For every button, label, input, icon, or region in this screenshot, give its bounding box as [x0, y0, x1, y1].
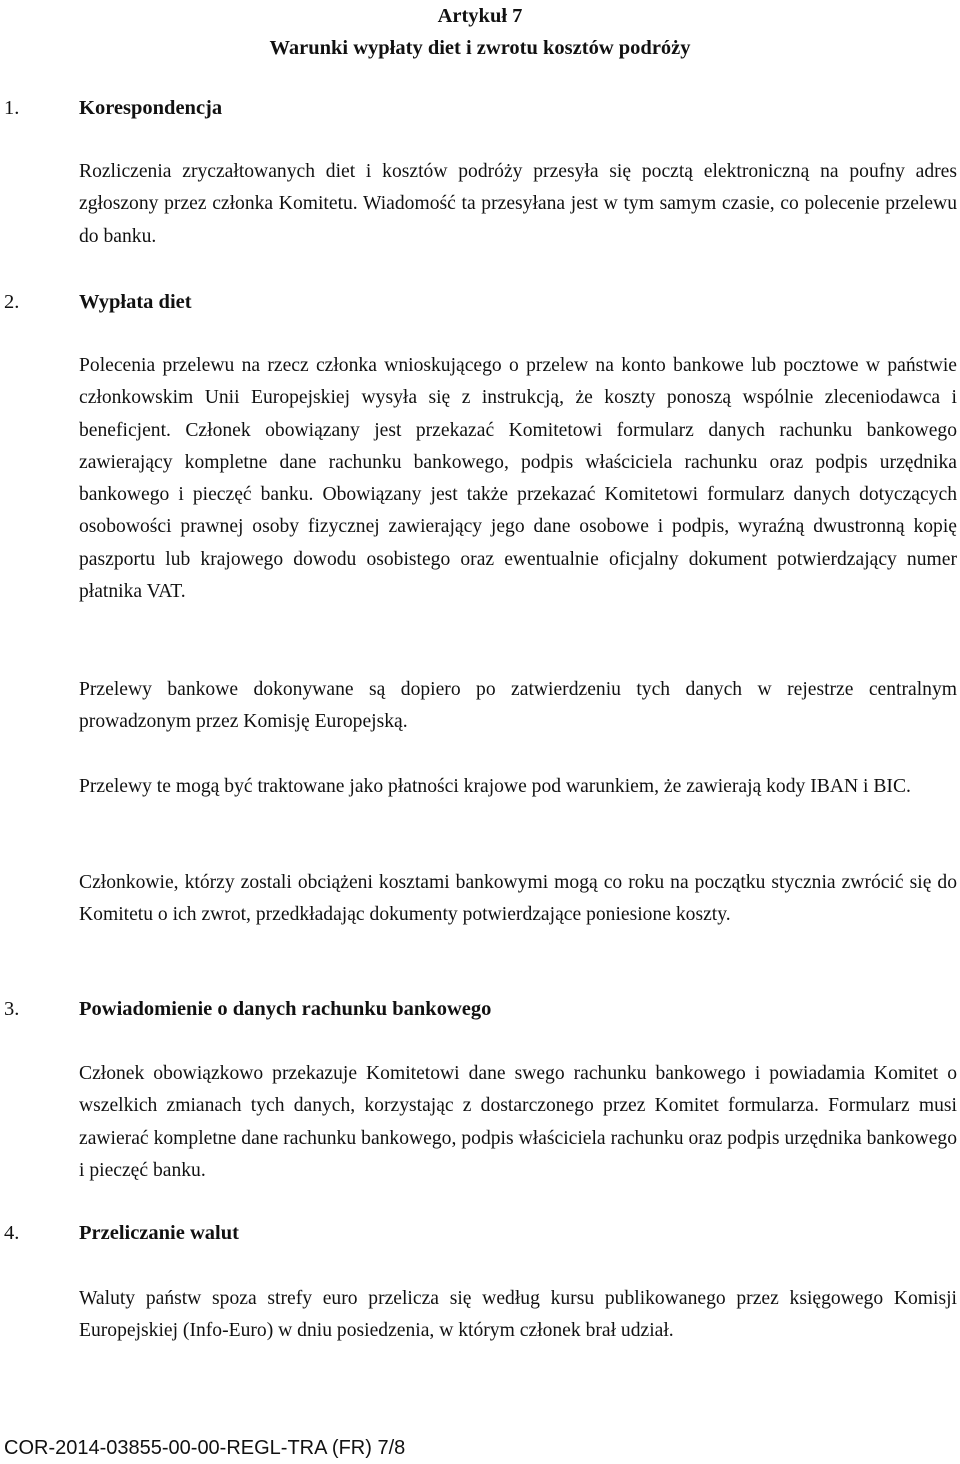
section-title: Powiadomienie o danych rachunku bankowego	[79, 998, 492, 1020]
paragraph: Przelewy te mogą być traktowane jako płatności krajowe pod warunkiem, że zawierają kody IBAN i BIC.	[79, 776, 911, 797]
section-number: 2.	[4, 291, 20, 313]
article-title: Warunki wypłaty diet i zwrotu kosztów podróży	[269, 37, 691, 59]
section-number: 4.	[4, 1222, 20, 1244]
section-title: Wypłata diet	[79, 291, 192, 313]
section-number: 1.	[4, 97, 20, 119]
paragraph: Przelewy bankowe dokonywane są dopiero po zatwierdzeniu tych danych w rejestrze centralnym prowadzonym przez Komisję Europejską.	[79, 679, 957, 733]
paragraph: Członek obowiązkowo przekazuje Komitetowi dane swego rachunku bankowego i powiadamia Komitet o wszelkich zmianach tych danych, korzystając z dostarczonego przez Komitet formularza. Formularz musi zawierać kompletne dane rachunku bankowego, podpis właściciela rachunku oraz podpis urzędnika bankowego i pieczęć banku.	[79, 1063, 957, 1181]
paragraph: Rozliczenia zryczałtowanych diet i kosztów podróży przesyła się pocztą elektroniczną na poufny adres zgłoszony przez członka Komitetu. Wiadomość ta przesyłana jest w tym samym czasie, co polecenie przelewu do banku.	[79, 161, 957, 247]
document-reference-footer: COR-2014-03855-00-00-REGL-TRA (FR) 7/8	[4, 1437, 406, 1459]
paragraph: Waluty państw spoza strefy euro przelicza się według kursu publikowanego przez księgowego Komisji Europejskiej (Info-Euro) w dniu posiedzenia, w którym członek brał udział.	[79, 1288, 957, 1342]
section-title: Przeliczanie walut	[79, 1222, 239, 1244]
paragraph: Polecenia przelewu na rzecz członka wnioskującego o przelew na konto bankowe lub pocztowe w państwie członkowskim Unii Europejskiej wysyła się z instrukcją, że koszty ponoszą wspólnie zleceniodawca i beneficjent. Członek obowiązany jest przekazać Komitetowi formularz danych rachunku bankowego zawierający kompletne dane rachunku bankowego, podpis właściciela rachunku oraz podpis urzędnika bankowego i pieczęć banku. Obowiązany jest także przekazać Komitetowi formularz danych dotyczących osobowości prawnej osoby fizycznej zawierający jego dane osobowe i podpis, wyraźną dwustronną kopię paszportu lub krajowego dowodu osobistego oraz ewentualnie oficjalny dokument potwierdzający numer płatnika VAT.	[79, 355, 957, 603]
article-header	[0, 0, 960, 64]
section-number: 3.	[4, 998, 20, 1020]
article-number: Artykuł 7	[437, 5, 523, 27]
section-title: Korespondencja	[79, 97, 223, 119]
paragraph: Członkowie, którzy zostali obciążeni kosztami bankowymi mogą co roku na początku stycznia zwrócić się do Komitetu o ich zwrot, przedkładając dokumenty potwierdzające poniesione koszty.	[79, 872, 957, 926]
